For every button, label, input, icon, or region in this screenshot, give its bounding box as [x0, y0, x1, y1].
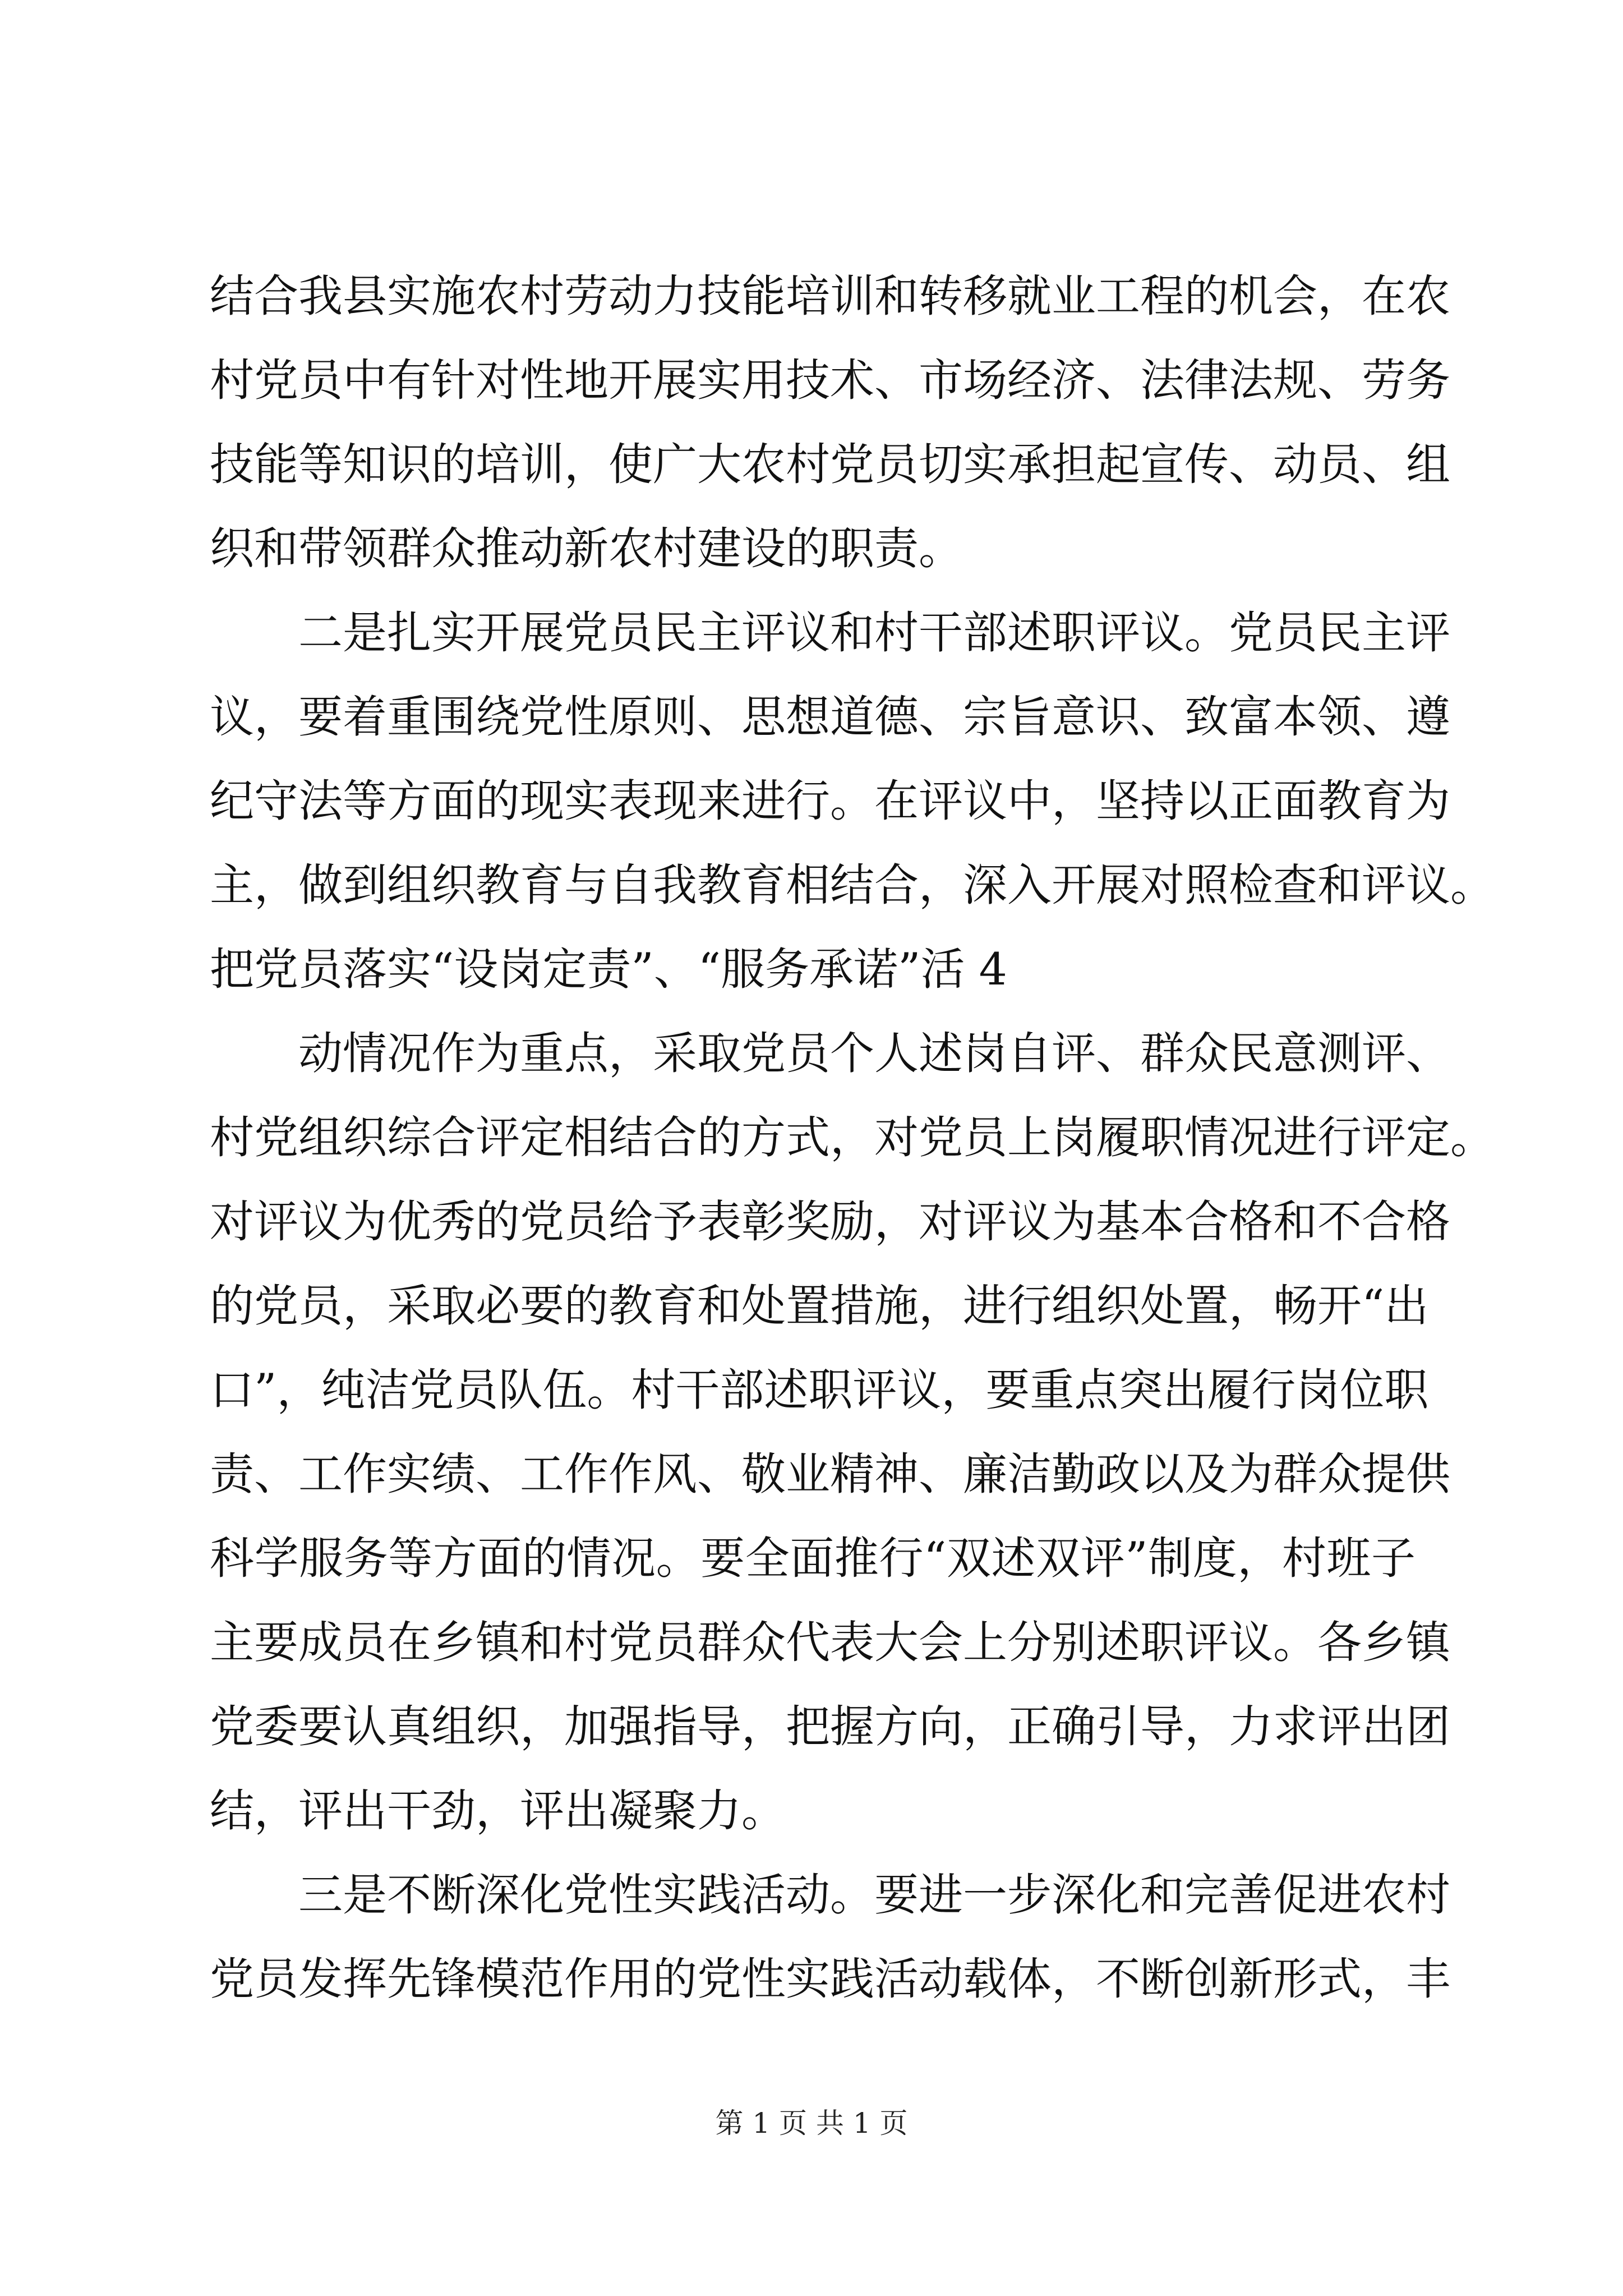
text-line: 结，评出干劲，评出凝聚力。: [210, 1785, 786, 1837]
text-line: 科学服务等方面的情况。要全面推行“双述双评”制度，村班子: [210, 1533, 1415, 1584]
text-line: 村党组织综合评定相结合的方式，对党员上岗履职情况进行评定。: [210, 1112, 1495, 1163]
text-line: 村党员中有针对性地开展实用技术、市场经济、法律法规、劳务: [210, 355, 1450, 406]
text-line: 主，做到组织教育与自我教育相结合，深入开展对照检查和评议。: [210, 859, 1495, 911]
text-line: 把党员落实“设岗定责”、“服务承诺”活 4: [210, 944, 1007, 995]
paragraph-start-line: 动情况作为重点，采取党员个人述岗自评、群众民意测评、: [298, 1028, 1450, 1079]
paragraph-start-line: 三是不断深化党性实践活动。要进一步深化和完善促进农村: [298, 1869, 1450, 1921]
text-line: 的党员，采取必要的教育和处置措施，进行组织处置，畅开“出: [210, 1280, 1429, 1332]
text-line: 责、工作实绩、工作作风、敬业精神、廉洁勤政以及为群众提供: [210, 1448, 1450, 1500]
text-line: 织和带领群众推动新农村建设的职责。: [210, 523, 963, 574]
paragraph-start-line: 二是扎实开展党员民主评议和村干部述职评议。党员民主评: [298, 607, 1450, 659]
text-line: 口”，纯洁党员队伍。村干部述职评议，要重点突出履行岗位职: [210, 1364, 1429, 1416]
text-line: 纪守法等方面的现实表现来进行。在评议中，坚持以正面教育为: [210, 775, 1450, 827]
text-line: 技能等知识的培训，使广大农村党员切实承担起宣传、动员、组: [210, 439, 1450, 490]
text-line: 党委要认真组织，加强指导，把握方向，正确引导，力求评出团: [210, 1701, 1450, 1752]
text-line: 党员发挥先锋模范作用的党性实践活动载体，不断创新形式，丰: [210, 1953, 1450, 2005]
text-line: 结合我县实施农村劳动力技能培训和转移就业工程的机会，在农: [210, 270, 1450, 322]
text-line: 议，要着重围绕党性原则、思想道德、宗旨意识、致富本领、遵: [210, 691, 1450, 743]
text-line: 对评议为优秀的党员给予表彰奖励，对评议为基本合格和不合格: [210, 1196, 1450, 1248]
page-footer: 第 1 页 共 1 页: [715, 2107, 908, 2139]
text-line: 主要成员在乡镇和村党员群众代表大会上分别述职评议。各乡镇: [210, 1617, 1450, 1668]
